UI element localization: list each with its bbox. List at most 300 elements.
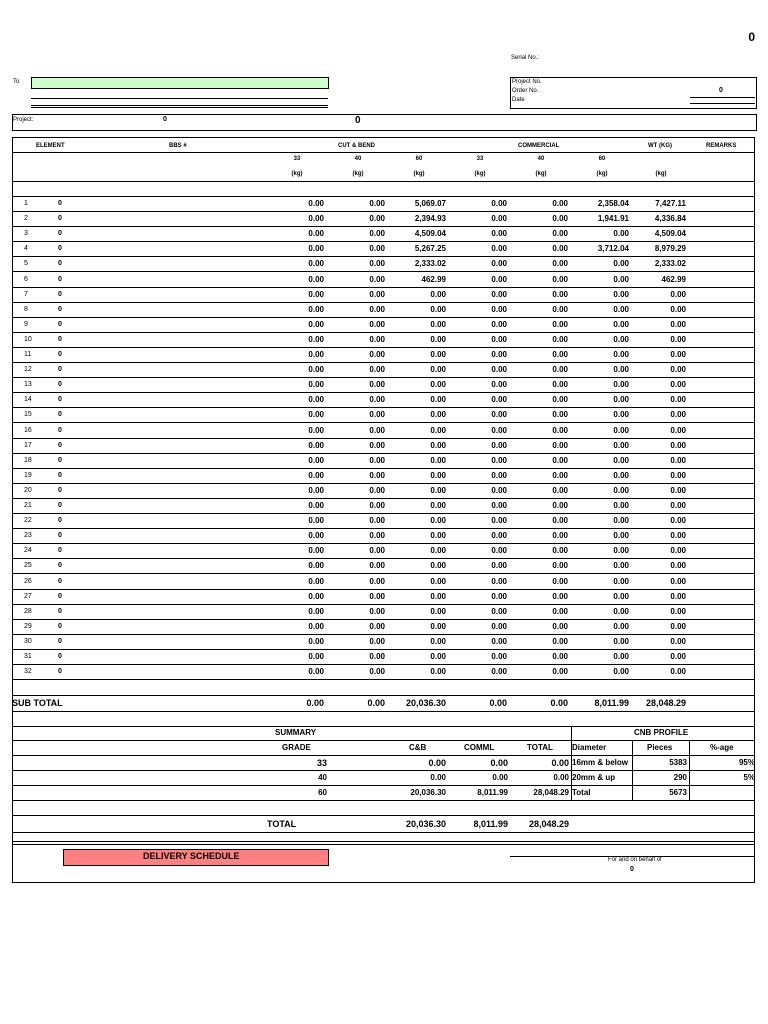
row-value: 0.00 xyxy=(491,606,507,616)
row-value: 0.00 xyxy=(308,289,324,299)
diameter-header: 33 xyxy=(293,156,301,162)
row-value: 0.00 xyxy=(670,455,686,465)
row-number: 22 xyxy=(24,517,32,525)
row-value: 0.00 xyxy=(369,334,385,344)
row-value: 0.00 xyxy=(369,289,385,299)
summary-total: 28,048.29 xyxy=(533,788,569,797)
row-value: 0.00 xyxy=(491,365,507,375)
row-value: 0.00 xyxy=(491,621,507,631)
row-value: 0.00 xyxy=(613,636,629,646)
row-number: 1 xyxy=(24,200,28,207)
row-value: 0.00 xyxy=(552,244,568,254)
row-value: 0.00 xyxy=(308,304,324,314)
row-value: 3,712.04 xyxy=(597,244,629,254)
row-value: 0.00 xyxy=(308,380,324,390)
row-value: 0.00 xyxy=(308,531,324,541)
row-divider xyxy=(12,256,755,257)
row-value: 0.00 xyxy=(670,636,686,646)
row-value: 0.00 xyxy=(613,274,629,284)
row-divider xyxy=(12,528,755,529)
row-value: 0.00 xyxy=(308,561,324,571)
row-divider xyxy=(12,332,755,333)
row-value: 0.00 xyxy=(369,546,385,556)
row-value: 0.00 xyxy=(308,576,324,586)
row-number: 2 xyxy=(24,215,28,223)
row-value: 0.00 xyxy=(613,350,629,359)
row-value: 0.00 xyxy=(613,546,629,556)
row-value: 0.00 xyxy=(491,199,507,208)
row-value: 0.00 xyxy=(430,546,446,556)
row-value: 0.00 xyxy=(369,576,385,586)
row-value: 0.00 xyxy=(430,319,446,329)
row-value: 0.00 xyxy=(369,440,385,450)
row-number: 6 xyxy=(24,275,28,283)
project-label: Project: xyxy=(13,117,34,123)
row-value: 0.00 xyxy=(552,591,568,601)
row-value: 0.00 xyxy=(308,365,324,375)
row-value: 0.00 xyxy=(308,410,324,420)
row-value: 0.00 xyxy=(491,470,507,480)
row-value: 0.00 xyxy=(308,274,324,284)
summary-cb-header: C&B xyxy=(409,743,427,752)
row-value: 0.00 xyxy=(369,591,385,601)
row-value: 0.00 xyxy=(613,470,629,480)
row-value: 0.00 xyxy=(613,455,629,465)
row-value: 0.00 xyxy=(613,380,629,390)
row-value: 0.00 xyxy=(552,546,568,556)
row-value: 0.00 xyxy=(613,561,629,571)
summary-total: 0.00 xyxy=(551,758,569,768)
summary-grade: 60 xyxy=(318,788,327,797)
row-value: 0.00 xyxy=(491,229,507,239)
row-element: 0 xyxy=(58,622,62,630)
cnb-pieces: 5673 xyxy=(669,788,687,797)
row-element: 0 xyxy=(58,456,62,464)
row-value: 0.00 xyxy=(491,244,507,254)
row-number: 4 xyxy=(24,245,28,253)
row-divider xyxy=(12,649,755,650)
unit-header: (kg) xyxy=(291,171,303,177)
row-value: 0.00 xyxy=(369,606,385,616)
row-value: 0.00 xyxy=(670,652,686,661)
row-value: 0.00 xyxy=(369,561,385,571)
summary-comml: 0.00 xyxy=(492,773,508,782)
row-value: 0.00 xyxy=(369,516,385,526)
row-number: 17 xyxy=(24,441,32,449)
row-value: 0.00 xyxy=(308,244,324,254)
row-value: 0.00 xyxy=(369,365,385,375)
row-value: 0.00 xyxy=(430,636,446,646)
subtotal-value: 0.00 xyxy=(489,698,507,708)
row-element: 0 xyxy=(58,200,62,207)
row-value: 0.00 xyxy=(552,652,568,661)
summary-comml: 8,011.99 xyxy=(477,788,508,797)
row-value: 0.00 xyxy=(613,365,629,375)
row-value: 0.00 xyxy=(552,304,568,314)
summary-grade: 40 xyxy=(318,773,327,782)
row-value: 0.00 xyxy=(552,214,568,224)
diameter-header: 60 xyxy=(415,156,423,162)
behalf-label: For and on behalf of xyxy=(608,857,662,863)
row-element: 0 xyxy=(58,486,62,494)
row-number: 27 xyxy=(24,592,32,600)
summary-cb: 20,036.30 xyxy=(410,788,446,797)
date-label: Date xyxy=(512,97,525,103)
row-value: 0.00 xyxy=(491,350,507,359)
row-value: 0.00 xyxy=(308,319,324,329)
row-value: 0.00 xyxy=(369,410,385,420)
row-divider xyxy=(12,589,755,590)
row-value: 0.00 xyxy=(369,244,385,254)
row-value: 0.00 xyxy=(308,652,324,661)
row-value: 0.00 xyxy=(308,591,324,601)
summary-total: 0.00 xyxy=(553,773,569,782)
row-divider xyxy=(12,543,755,544)
row-value: 462.99 xyxy=(661,274,686,284)
row-value: 0.00 xyxy=(308,621,324,631)
row-value: 0.00 xyxy=(491,410,507,420)
row-element: 0 xyxy=(58,607,62,615)
row-element: 0 xyxy=(58,396,62,404)
row-divider xyxy=(12,271,755,272)
cnb-pieces: 5383 xyxy=(669,758,687,767)
row-value: 0.00 xyxy=(613,229,629,239)
row-number: 5 xyxy=(24,260,28,268)
diameter-header: 60 xyxy=(598,156,606,162)
row-value: 0.00 xyxy=(613,667,629,677)
row-value: 0.00 xyxy=(491,546,507,556)
row-divider xyxy=(12,573,755,574)
row-value: 0.00 xyxy=(430,531,446,541)
row-divider xyxy=(12,604,755,605)
row-element: 0 xyxy=(58,245,62,253)
row-value: 0.00 xyxy=(491,380,507,390)
header-bbs: BBS # xyxy=(169,143,187,149)
row-value: 0.00 xyxy=(552,319,568,329)
row-value: 0.00 xyxy=(613,425,629,435)
project-value-1: 0 xyxy=(163,116,167,123)
row-value: 0.00 xyxy=(430,485,446,495)
row-value: 0.00 xyxy=(308,606,324,616)
row-element: 0 xyxy=(58,637,62,645)
row-value: 0.00 xyxy=(491,395,507,405)
row-value: 0.00 xyxy=(430,516,446,526)
row-element: 0 xyxy=(58,411,62,419)
row-divider xyxy=(12,558,755,559)
cnb-diameter-header: Diameter xyxy=(572,743,607,752)
row-value: 0.00 xyxy=(613,440,629,450)
subtotal-value: 20,036.30 xyxy=(405,698,446,708)
row-element: 0 xyxy=(58,547,62,555)
row-number: 26 xyxy=(24,577,32,585)
to-label: To xyxy=(13,79,20,85)
row-value: 0.00 xyxy=(308,455,324,465)
row-divider xyxy=(12,422,755,423)
row-number: 23 xyxy=(24,532,32,540)
summary-cb: 0.00 xyxy=(430,773,446,782)
row-value: 0.00 xyxy=(670,410,686,420)
row-value: 0.00 xyxy=(430,591,446,601)
row-number: 19 xyxy=(24,471,32,479)
row-value: 0.00 xyxy=(491,501,507,510)
row-divider xyxy=(12,407,755,408)
row-value: 0.00 xyxy=(369,470,385,480)
row-value: 0.00 xyxy=(552,289,568,299)
row-value: 0.00 xyxy=(308,636,324,646)
row-value: 0.00 xyxy=(670,561,686,571)
unit-header: (kg) xyxy=(413,171,425,177)
row-number: 18 xyxy=(24,456,32,464)
row-value: 0.00 xyxy=(613,334,629,344)
row-value: 5,267.25 xyxy=(414,244,446,254)
row-value: 0.00 xyxy=(491,667,507,677)
row-value: 0.00 xyxy=(308,395,324,405)
row-value: 0.00 xyxy=(430,470,446,480)
header-wt: WT (KG) xyxy=(648,143,672,149)
row-number: 12 xyxy=(24,366,32,374)
row-value: 0.00 xyxy=(552,440,568,450)
row-value: 0.00 xyxy=(491,591,507,601)
unit-header: (kg) xyxy=(596,171,608,177)
row-value: 0.00 xyxy=(613,591,629,601)
cnb-pieces-header: Pieces xyxy=(647,743,673,752)
row-value: 0.00 xyxy=(491,576,507,586)
row-value: 0.00 xyxy=(430,576,446,586)
row-value: 0.00 xyxy=(552,395,568,405)
cnb-diameter: Total xyxy=(572,788,591,797)
row-value: 0.00 xyxy=(369,214,385,224)
row-value: 0.00 xyxy=(552,199,568,208)
row-value: 0.00 xyxy=(308,214,324,224)
row-value: 0.00 xyxy=(552,470,568,480)
row-value: 8,979.29 xyxy=(654,244,686,254)
row-value: 0.00 xyxy=(670,304,686,314)
row-value: 0.00 xyxy=(613,516,629,526)
delivery-schedule-label: DELIVERY SCHEDULE xyxy=(143,851,240,861)
row-divider xyxy=(12,317,755,318)
row-value: 0.00 xyxy=(369,425,385,435)
row-element: 0 xyxy=(58,260,62,268)
row-value: 0.00 xyxy=(613,319,629,329)
row-value: 0.00 xyxy=(430,289,446,299)
summary-comml-header: COMML xyxy=(464,743,495,752)
subtotal-value: 0.00 xyxy=(367,698,385,708)
row-value: 0.00 xyxy=(369,667,385,677)
row-value: 0.00 xyxy=(308,485,324,495)
row-number: 14 xyxy=(24,396,32,404)
row-divider xyxy=(12,377,755,378)
row-value: 0.00 xyxy=(552,380,568,390)
row-value: 0.00 xyxy=(369,304,385,314)
row-value: 0.00 xyxy=(491,425,507,435)
row-value: 0.00 xyxy=(491,652,507,661)
row-value: 0.00 xyxy=(308,501,324,510)
row-value: 0.00 xyxy=(670,440,686,450)
to-field[interactable] xyxy=(31,77,329,89)
row-value: 0.00 xyxy=(491,455,507,465)
row-value: 0.00 xyxy=(369,501,385,510)
row-value: 0.00 xyxy=(308,516,324,526)
row-element: 0 xyxy=(58,668,62,676)
row-value: 0.00 xyxy=(670,485,686,495)
row-value: 0.00 xyxy=(670,350,686,359)
row-value: 0.00 xyxy=(430,410,446,420)
row-value: 0.00 xyxy=(430,501,446,510)
row-divider xyxy=(12,347,755,348)
cnb-pct-header: %-age xyxy=(710,743,734,752)
row-value: 0.00 xyxy=(613,531,629,541)
row-value: 1,941.91 xyxy=(597,214,629,224)
row-value: 7,427.11 xyxy=(655,199,686,208)
row-element: 0 xyxy=(58,230,62,238)
summary-comml: 0.00 xyxy=(490,758,508,768)
row-divider xyxy=(12,634,755,635)
row-value: 0.00 xyxy=(430,606,446,616)
row-value: 0.00 xyxy=(369,380,385,390)
row-divider xyxy=(12,498,755,499)
row-value: 2,333.02 xyxy=(414,259,446,269)
row-element: 0 xyxy=(58,351,62,358)
header-remarks: REMARKS xyxy=(706,143,737,149)
row-value: 0.00 xyxy=(491,334,507,344)
row-element: 0 xyxy=(58,426,62,434)
summary-total-header: TOTAL xyxy=(527,743,553,752)
row-value: 0.00 xyxy=(308,440,324,450)
row-value: 0.00 xyxy=(430,365,446,375)
diameter-header: 40 xyxy=(537,156,545,162)
row-number: 15 xyxy=(24,411,32,419)
cnb-pct: 95% xyxy=(738,758,755,767)
unit-header: (kg) xyxy=(352,171,364,177)
grand-total-label: TOTAL xyxy=(267,819,297,829)
row-value: 0.00 xyxy=(613,485,629,495)
row-value: 0.00 xyxy=(491,440,507,450)
row-value: 0.00 xyxy=(430,380,446,390)
row-element: 0 xyxy=(58,562,62,570)
row-value: 0.00 xyxy=(613,576,629,586)
row-value: 0.00 xyxy=(308,229,324,239)
row-value: 0.00 xyxy=(670,546,686,556)
row-value: 0.00 xyxy=(552,259,568,269)
row-value: 0.00 xyxy=(552,576,568,586)
row-value: 0.00 xyxy=(369,319,385,329)
row-number: 10 xyxy=(24,335,32,343)
row-number: 28 xyxy=(24,607,32,615)
row-divider xyxy=(12,468,755,469)
cnb-profile-title: CNB PROFILE xyxy=(634,728,689,737)
row-value: 0.00 xyxy=(613,410,629,420)
row-value: 0.00 xyxy=(670,365,686,375)
row-value: 0.00 xyxy=(552,334,568,344)
row-value: 0.00 xyxy=(430,395,446,405)
row-value: 0.00 xyxy=(613,395,629,405)
row-value: 0.00 xyxy=(552,350,568,359)
row-number: 16 xyxy=(24,426,32,434)
row-value: 0.00 xyxy=(430,350,446,359)
row-element: 0 xyxy=(58,471,62,479)
row-value: 4,509.04 xyxy=(654,229,686,239)
row-number: 31 xyxy=(24,653,32,660)
row-value: 0.00 xyxy=(308,350,324,359)
row-value: 0.00 xyxy=(552,516,568,526)
row-value: 0.00 xyxy=(430,440,446,450)
grand-total-cb: 20,036.30 xyxy=(405,819,446,829)
row-value: 4,336.84 xyxy=(654,214,686,224)
row-element: 0 xyxy=(58,215,62,223)
row-value: 0.00 xyxy=(670,289,686,299)
row-element: 0 xyxy=(58,366,62,374)
cnb-diameter: 20mm & up xyxy=(572,773,616,782)
subtotal-value: 28,048.29 xyxy=(645,698,686,708)
row-element: 0 xyxy=(58,275,62,283)
row-element: 0 xyxy=(58,305,62,313)
row-value: 0.00 xyxy=(369,229,385,239)
row-value: 0.00 xyxy=(670,425,686,435)
row-number: 3 xyxy=(24,230,28,238)
row-value: 0.00 xyxy=(369,395,385,405)
row-value: 0.00 xyxy=(670,576,686,586)
row-number: 9 xyxy=(24,320,28,328)
row-value: 0.00 xyxy=(430,334,446,344)
summary-grade: 33 xyxy=(316,758,327,768)
row-divider xyxy=(12,438,755,439)
row-divider xyxy=(12,211,755,212)
row-value: 0.00 xyxy=(369,636,385,646)
row-value: 0.00 xyxy=(613,259,629,269)
row-value: 0.00 xyxy=(552,229,568,239)
row-number: 32 xyxy=(24,668,32,676)
row-value: 0.00 xyxy=(552,501,568,510)
row-number: 21 xyxy=(24,502,32,509)
subtotal-value: 0.00 xyxy=(306,698,324,708)
row-divider xyxy=(12,226,755,227)
summary-title: SUMMARY xyxy=(275,728,317,737)
row-value: 0.00 xyxy=(491,516,507,526)
row-value: 0.00 xyxy=(430,667,446,677)
serial-label: Serial No.: xyxy=(511,55,540,61)
row-element: 0 xyxy=(58,517,62,525)
row-value: 0.00 xyxy=(430,652,446,661)
row-value: 0.00 xyxy=(552,274,568,284)
row-value: 2,358.04 xyxy=(597,199,629,208)
row-number: 13 xyxy=(24,381,32,389)
row-value: 0.00 xyxy=(552,485,568,495)
row-value: 0.00 xyxy=(308,470,324,480)
row-value: 0.00 xyxy=(369,485,385,495)
project-row xyxy=(12,114,757,131)
row-value: 0.00 xyxy=(491,259,507,269)
row-element: 0 xyxy=(58,532,62,540)
row-value: 0.00 xyxy=(670,380,686,390)
row-divider xyxy=(12,619,755,620)
row-value: 0.00 xyxy=(369,274,385,284)
diameter-header: 40 xyxy=(354,156,362,162)
subtotal-value: 8,011.99 xyxy=(594,698,629,708)
row-value: 0.00 xyxy=(670,501,686,510)
row-value: 0.00 xyxy=(369,621,385,631)
row-value: 0.00 xyxy=(670,667,686,677)
row-value: 0.00 xyxy=(613,501,629,510)
row-value: 0.00 xyxy=(308,199,324,208)
row-divider xyxy=(12,287,755,288)
row-value: 0.00 xyxy=(430,455,446,465)
row-value: 0.00 xyxy=(552,561,568,571)
header-commercial: COMMERCIAL xyxy=(518,143,560,149)
row-value: 0.00 xyxy=(369,531,385,541)
row-number: 24 xyxy=(24,547,32,555)
row-value: 0.00 xyxy=(670,606,686,616)
row-value: 0.00 xyxy=(552,606,568,616)
